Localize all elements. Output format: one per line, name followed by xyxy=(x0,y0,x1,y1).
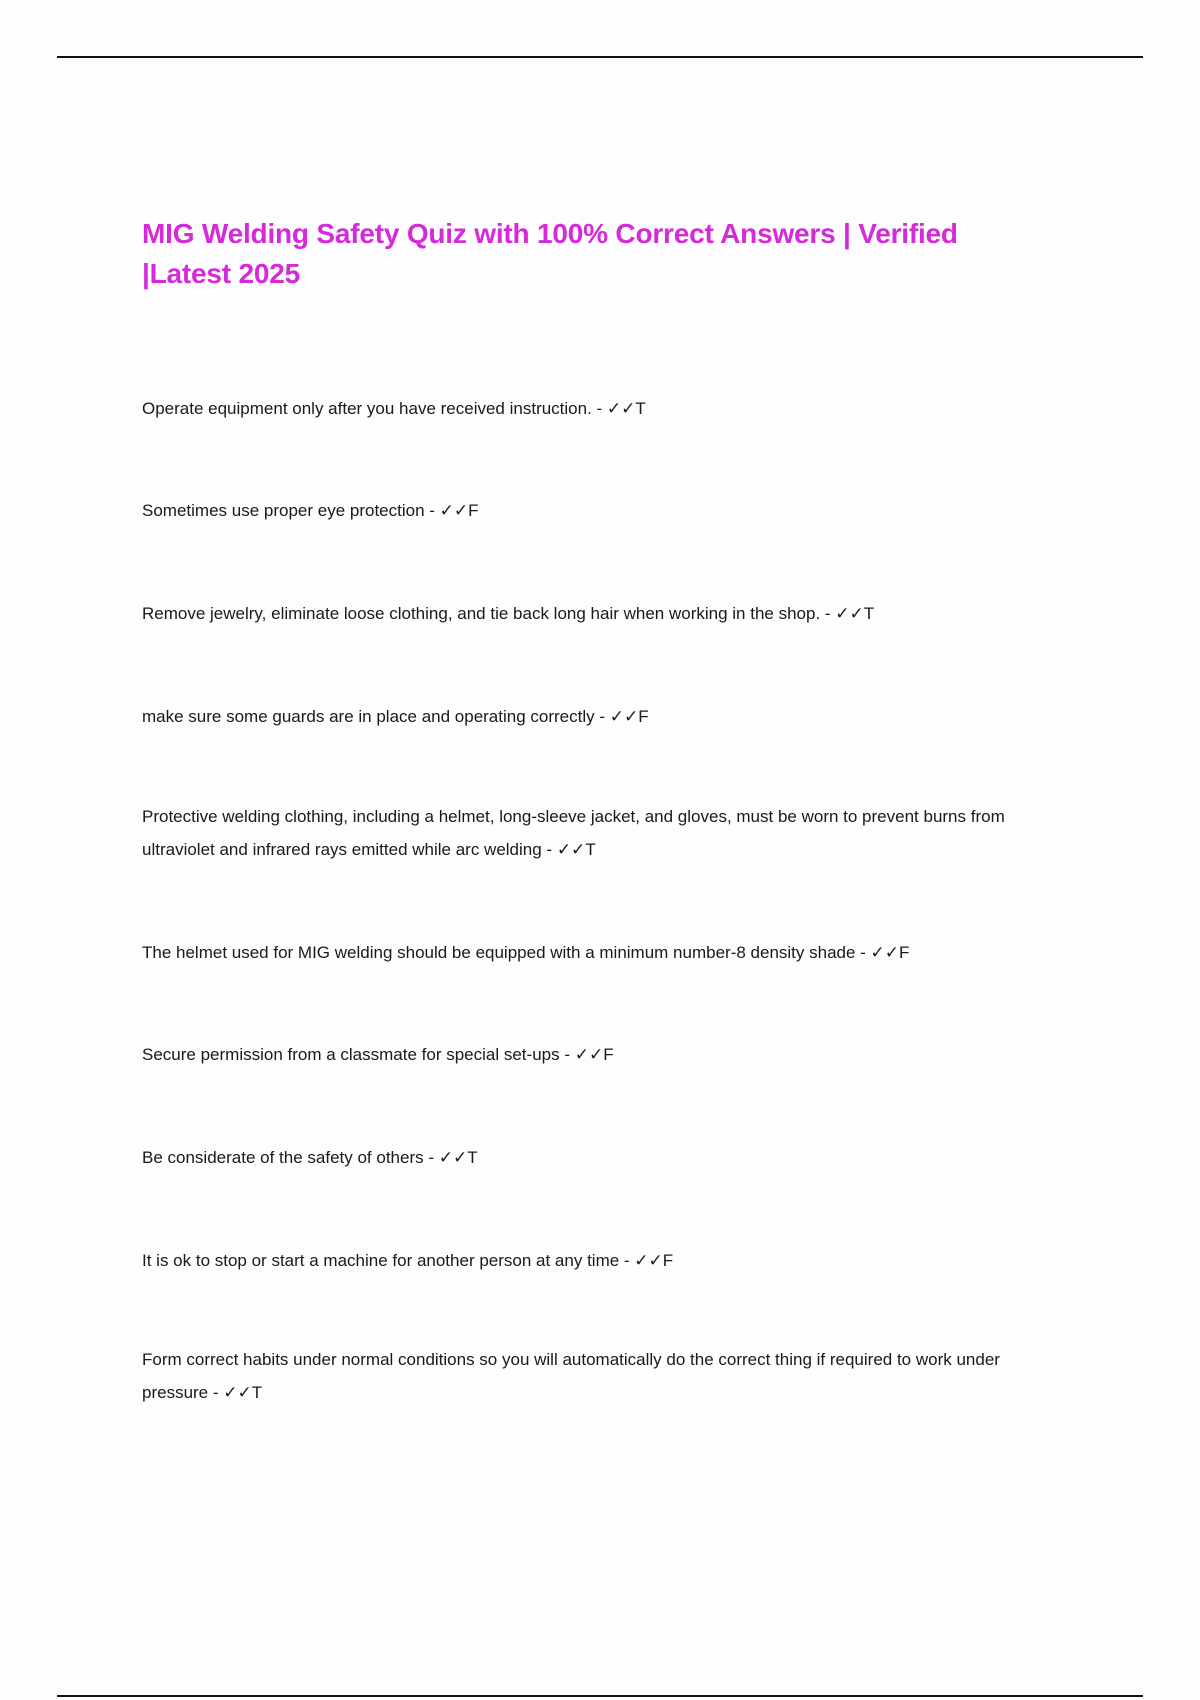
double-check-icon: ✓✓ xyxy=(439,501,469,521)
quiz-item xyxy=(142,1343,1042,1410)
item-separator: - xyxy=(559,1045,575,1064)
item-separator: - xyxy=(855,943,871,962)
item-answer: F xyxy=(468,501,479,520)
double-check-icon: ✓✓ xyxy=(556,840,586,860)
item-statement: Protective welding clothing, including a helmet, long-sleeve jacket, and gloves, must be worn to prevent burns from ultraviolet and infrared rays emitted while arc welding xyxy=(142,807,1005,859)
item-statement: Sometimes use proper eye protection xyxy=(142,501,425,520)
item-answer: F xyxy=(638,707,649,726)
item-separator: - xyxy=(591,399,607,418)
item-separator: - xyxy=(208,1383,224,1402)
item-statement: Operate equipment only after you have received instruction. xyxy=(142,399,592,418)
item-separator: - xyxy=(424,501,440,520)
double-check-icon: ✓✓ xyxy=(223,1383,252,1403)
double-check-icon: ✓✓ xyxy=(835,604,864,624)
item-statement: Secure permission from a classmate for special set-ups xyxy=(142,1045,560,1064)
item-answer: T xyxy=(585,840,596,859)
quiz-item xyxy=(142,392,1042,426)
item-separator: - xyxy=(541,840,557,859)
quiz-item xyxy=(142,597,1042,631)
double-check-icon: ✓✓ xyxy=(870,943,900,963)
item-answer: F xyxy=(899,943,910,962)
item-separator: - xyxy=(619,1251,635,1270)
item-separator: - xyxy=(423,1148,439,1167)
double-check-icon: ✓✓ xyxy=(438,1148,468,1168)
item-answer: F xyxy=(603,1045,614,1064)
item-statement: Remove jewelry, eliminate loose clothing, and tie back long hair when working in the shop. xyxy=(142,604,821,623)
quiz-item xyxy=(142,1141,1042,1175)
item-statement: make sure some guards are in place and operating correctly xyxy=(142,707,595,726)
bottom-rule xyxy=(57,1695,1143,1697)
double-check-icon: ✓✓ xyxy=(606,399,636,419)
item-answer: T xyxy=(863,604,875,623)
double-check-icon: ✓✓ xyxy=(634,1251,663,1271)
quiz-item xyxy=(142,1244,1042,1278)
item-statement: It is ok to stop or start a machine for another person at any time xyxy=(142,1251,620,1270)
item-statement: Be considerate of the safety of others xyxy=(142,1148,424,1167)
item-answer: T xyxy=(467,1148,478,1167)
item-answer: F xyxy=(662,1251,674,1270)
quiz-item xyxy=(142,1038,1042,1072)
page-title: MIG Welding Safety Quiz with 100% Correct Answers | Verified |Latest 2025 xyxy=(142,218,958,289)
top-rule xyxy=(57,56,1143,58)
quiz-item xyxy=(142,494,1042,528)
item-statement: The helmet used for MIG welding should be equipped with a minimum number-8 density shade xyxy=(142,943,856,962)
double-check-icon: ✓✓ xyxy=(609,707,639,727)
item-answer: T xyxy=(251,1383,263,1402)
item-statement: Form correct habits under normal conditions so you will automatically do the correct thing if required to work under pressure xyxy=(142,1350,1000,1402)
double-check-icon: ✓✓ xyxy=(574,1045,604,1065)
quiz-item xyxy=(142,800,1042,867)
quiz-item xyxy=(142,936,1042,970)
item-answer: T xyxy=(635,399,646,418)
quiz-item xyxy=(142,700,1042,734)
item-separator: - xyxy=(820,604,836,623)
item-separator: - xyxy=(594,707,610,726)
